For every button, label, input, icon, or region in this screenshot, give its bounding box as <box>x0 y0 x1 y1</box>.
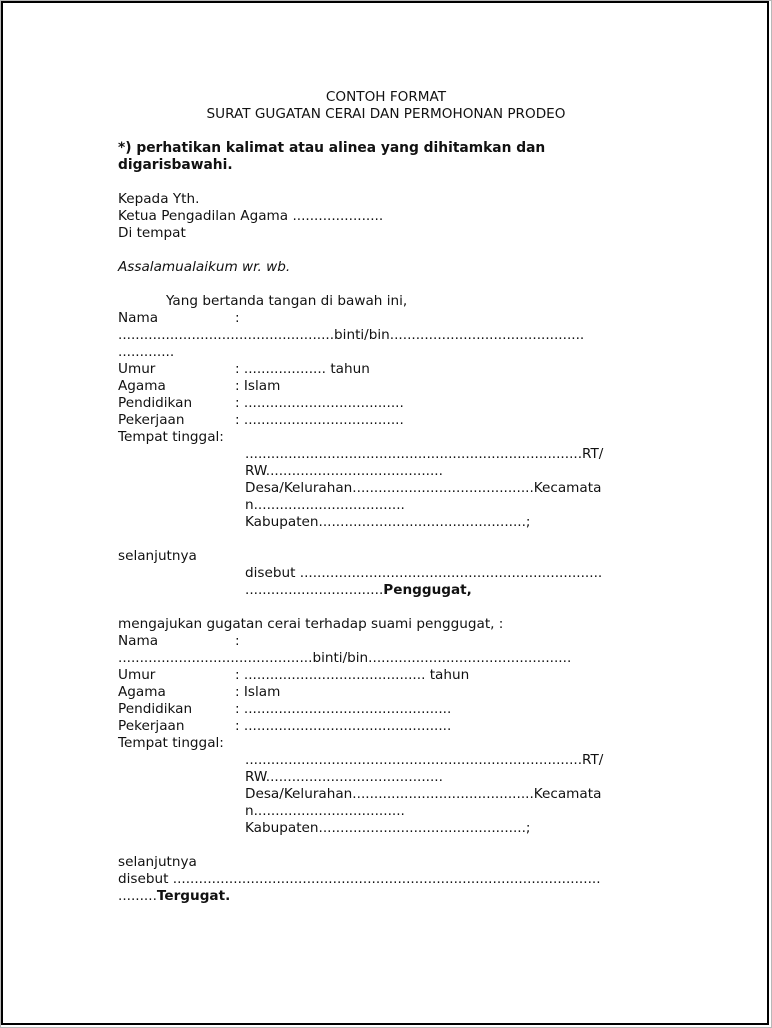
plaintiff-selanjutnya: selanjutnya <box>118 548 197 564</box>
defendant-pendidikan-row <box>118 701 451 718</box>
defendant-address-line5: Kabupaten................................................; <box>245 820 531 836</box>
plaintiff-address-line1: ..............................................................................RT/ <box>245 446 604 462</box>
defendant-disebut-line: disebut ................................................................................................... <box>118 871 601 887</box>
defendant-umur-label: Umur <box>118 667 156 683</box>
plaintiff-pekerjaan-row <box>118 412 404 429</box>
plaintiff-nama-colon: : <box>235 310 240 326</box>
plaintiff-pekerjaan-value: : ..................................... <box>235 412 404 428</box>
document-title-line2: SURAT GUGATAN CERAI DAN PERMOHONAN PRODEO <box>206 106 566 122</box>
defendant-pendidikan-label: Pendidikan <box>118 701 193 717</box>
instruction-note-line1: *) perhatikan kalimat atau alinea yang dihitamkan dan <box>118 140 546 156</box>
plaintiff-nama-row <box>118 310 240 327</box>
defendant-address-line2: RW......................................... <box>245 769 443 785</box>
plaintiff-agama-value: : Islam <box>235 378 281 394</box>
recipient-line3: Di tempat <box>118 225 186 241</box>
intro-sentence: Yang bertanda tangan di bawah ini, <box>166 293 408 309</box>
defendant-address-line3: Desa/Kelurahan..........................................Kecamata <box>245 786 602 802</box>
plaintiff-pendidikan-value: : ..................................... <box>235 395 404 411</box>
defendant-selanjutnya: selanjutnya <box>118 854 197 870</box>
plaintiff-agama-label: Agama <box>118 378 166 394</box>
recipient-line1: Kepada Yth. <box>118 191 200 207</box>
defendant-nama-blank-line1: .............................................binti/bin............................................... <box>118 650 572 666</box>
defendant-pekerjaan-value: : ................................................ <box>235 718 452 734</box>
plaintiff-agama-row <box>118 378 280 395</box>
plaintiff-umur-value: : ................... tahun <box>235 361 370 377</box>
defendant-agama-value: : Islam <box>235 684 281 700</box>
plaintiff-tempat-tinggal-label: Tempat tinggal: <box>118 429 224 445</box>
plaintiff-address-line5: Kabupaten................................................; <box>245 514 531 530</box>
defendant-address-line4: n................................... <box>245 803 405 819</box>
greeting: Assalamualaikum wr. wb. <box>118 259 291 275</box>
plaintiff-address-line2: RW......................................... <box>245 463 443 479</box>
defendant-address-line1: ..............................................................................RT/ <box>245 752 604 768</box>
defendant-pekerjaan-label: Pekerjaan <box>118 718 185 734</box>
plaintiff-umur-label: Umur <box>118 361 156 377</box>
instruction-note-line2: digarisbawahi. <box>118 157 233 173</box>
defendant-role-dots: ......... <box>118 888 157 904</box>
plaintiff-nama-label: Nama <box>118 310 159 326</box>
defendant-nama-label: Nama <box>118 633 159 649</box>
plaintiff-role-label: Penggugat, <box>383 582 472 598</box>
transition-sentence: mengajukan gugatan cerai terhadap suami penggugat, : <box>118 616 504 632</box>
defendant-nama-colon: : <box>235 633 240 649</box>
plaintiff-umur-row <box>118 361 370 378</box>
plaintiff-role-dots: ................................ <box>245 582 384 598</box>
plaintiff-pendidikan-row <box>118 395 404 412</box>
plaintiff-disebut-line: disebut ...................................................................... <box>245 565 603 581</box>
defendant-role-line <box>118 888 230 905</box>
document-title-line1: CONTOH FORMAT <box>325 89 447 105</box>
defendant-pendidikan-value: : ................................................ <box>235 701 452 717</box>
plaintiff-pekerjaan-label: Pekerjaan <box>118 412 185 428</box>
plaintiff-pendidikan-label: Pendidikan <box>118 395 193 411</box>
defendant-pekerjaan-row <box>118 718 451 735</box>
plaintiff-address-line3: Desa/Kelurahan..........................................Kecamata <box>245 480 602 496</box>
plaintiff-address-line4: n................................... <box>245 497 405 513</box>
defendant-agama-label: Agama <box>118 684 166 700</box>
defendant-umur-value: : .......................................... tahun <box>235 667 470 683</box>
plaintiff-role-line <box>245 582 472 599</box>
plaintiff-nama-blank-line2: ............. <box>118 344 175 360</box>
defendant-agama-row <box>118 684 280 701</box>
defendant-tempat-tinggal-label: Tempat tinggal: <box>118 735 224 751</box>
recipient-line2: Ketua Pengadilan Agama ..................... <box>118 208 384 224</box>
plaintiff-nama-blank-line1: ..................................................binti/bin............................................. <box>118 327 585 343</box>
defendant-nama-row <box>118 633 240 650</box>
defendant-umur-row <box>118 667 469 684</box>
defendant-role-label: Tergugat. <box>156 888 231 904</box>
